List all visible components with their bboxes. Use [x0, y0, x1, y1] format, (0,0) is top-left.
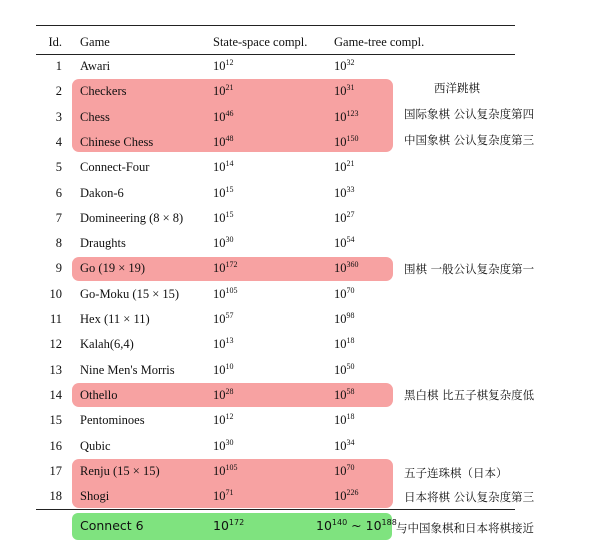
row-game: Qubic: [80, 439, 111, 453]
row-id: 5: [55, 160, 62, 174]
table-top-rule: [36, 25, 515, 26]
state-space-base: 10: [213, 261, 226, 275]
state-space-exponent: 13: [225, 336, 234, 345]
state-space-exponent: 172: [225, 260, 238, 269]
state-space-exponent: 105: [225, 286, 238, 295]
game-tree-base: 10: [334, 135, 347, 149]
table-bottom-rule: [36, 509, 515, 510]
connect6-gt-low-exp: 140: [331, 518, 348, 527]
row-id: 15: [49, 413, 62, 427]
state-space-base: 10: [213, 160, 226, 174]
note-shogi: 日本将棋 公认复杂度第三: [404, 490, 535, 504]
state-space-exponent: 28: [225, 387, 234, 396]
row-state-space: [213, 58, 234, 74]
state-space-base: 10: [213, 186, 226, 200]
row-game-tree: [334, 387, 355, 403]
game-tree-exponent: 70: [346, 463, 355, 472]
state-space-base: 10: [213, 464, 226, 478]
connect6-ss-base: 10: [213, 518, 229, 533]
state-space-exponent: 57: [225, 311, 234, 320]
state-space-exponent: 46: [225, 109, 234, 118]
game-tree-exponent: 150: [346, 134, 359, 143]
row-id: 2: [55, 84, 62, 98]
row-game: Renju (15 × 15): [80, 464, 160, 478]
row-id: 11: [49, 312, 62, 326]
row-state-space: [213, 438, 234, 454]
game-tree-exponent: 123: [346, 109, 359, 118]
game-tree-exponent: 33: [346, 185, 355, 194]
state-space-base: 10: [213, 59, 226, 73]
game-tree-exponent: 98: [346, 311, 355, 320]
state-space-exponent: 71: [225, 488, 234, 497]
state-space-base: 10: [213, 135, 226, 149]
row-id: 6: [55, 186, 62, 200]
state-space-exponent: 15: [225, 210, 234, 219]
state-space-base: 10: [213, 211, 226, 225]
connect6-ss-exp: 172: [228, 518, 245, 527]
game-tree-base: 10: [334, 287, 347, 301]
state-space-base: 10: [213, 489, 226, 503]
row-state-space: [213, 412, 234, 428]
row-game-tree: [334, 159, 355, 175]
row-id: 9: [55, 261, 62, 275]
row-state-space: [213, 159, 234, 175]
game-tree-base: 10: [334, 413, 347, 427]
game-tree-base: 10: [334, 160, 347, 174]
row-game: Checkers: [80, 84, 127, 98]
row-game-tree: [334, 286, 355, 302]
row-game-tree: [334, 488, 359, 504]
state-space-exponent: 14: [225, 159, 234, 168]
row-game: Go (19 × 19): [80, 261, 146, 275]
state-space-base: 10: [213, 84, 226, 98]
state-space-base: 10: [213, 312, 226, 326]
row-state-space: [213, 260, 238, 276]
game-tree-exponent: 31: [346, 83, 355, 92]
state-space-exponent: 12: [225, 412, 234, 421]
game-tree-base: 10: [334, 312, 347, 326]
game-tree-exponent: 27: [346, 210, 355, 219]
row-id: 1: [55, 59, 62, 73]
row-game: Domineering (8 × 8): [80, 211, 184, 225]
row-game: Chinese Chess: [80, 135, 154, 149]
row-state-space: [213, 109, 234, 125]
header-rule: [36, 54, 515, 55]
game-tree-base: 10: [334, 110, 347, 124]
state-space-exponent: 12: [225, 58, 234, 67]
note-chinese-chess: 中国象棋 公认复杂度第三: [404, 133, 535, 147]
game-tree-base: 10: [334, 186, 347, 200]
row-game-tree: [334, 362, 355, 378]
game-tree-exponent: 54: [346, 235, 355, 244]
connect6-state-space: [213, 518, 244, 534]
row-id: 8: [55, 236, 62, 250]
row-game: Kalah(6,4): [80, 337, 134, 351]
row-game-tree: [334, 463, 355, 479]
row-game: Dakon-6: [80, 186, 124, 200]
state-space-base: 10: [213, 439, 226, 453]
state-space-base: 10: [213, 110, 226, 124]
row-state-space: [213, 185, 234, 201]
row-state-space: [213, 463, 238, 479]
connect6-gt-high-base: 10: [365, 518, 382, 533]
game-tree-base: 10: [334, 363, 347, 377]
game-tree-exponent: 21: [346, 159, 355, 168]
game-tree-base: 10: [334, 211, 347, 225]
row-game-tree: [334, 412, 355, 428]
row-game: Nine Men's Morris: [80, 363, 175, 377]
row-game-tree: [334, 311, 355, 327]
row-game-tree: [334, 83, 355, 99]
game-tree-base: 10: [334, 261, 347, 275]
row-id: 17: [49, 464, 62, 478]
row-game: Connect-Four: [80, 160, 150, 174]
state-space-exponent: 48: [225, 134, 234, 143]
game-tree-exponent: 18: [346, 412, 355, 421]
row-id: 3: [55, 110, 62, 124]
connect6-gt-low-base: 10: [316, 518, 332, 533]
state-space-exponent: 15: [225, 185, 234, 194]
row-game: Hex (11 × 11): [80, 312, 150, 326]
state-space-exponent: 10: [225, 362, 234, 371]
row-game: Pentominoes: [80, 413, 145, 427]
connect6-gt-high-exp: 188: [381, 518, 397, 527]
state-space-exponent: 30: [225, 438, 234, 447]
state-space-base: 10: [213, 363, 226, 377]
note-checkers: 西洋跳棋: [434, 81, 480, 95]
row-game-tree: [334, 260, 359, 276]
header-id: Id.: [48, 35, 62, 49]
row-state-space: [213, 83, 234, 99]
game-tree-base: 10: [334, 439, 347, 453]
state-space-base: 10: [213, 236, 226, 250]
row-state-space: [213, 235, 234, 251]
row-game-tree: [334, 438, 355, 454]
note-go: 围棋 一般公认复杂度第一: [404, 262, 535, 276]
header-state-space: State-space compl.: [213, 35, 308, 49]
game-tree-base: 10: [334, 489, 347, 503]
row-game-tree: [334, 134, 359, 150]
state-space-base: 10: [213, 388, 226, 402]
row-game: Go-Moku (15 × 15): [80, 287, 180, 301]
row-id: 7: [55, 211, 62, 225]
connect6-tilde: ~: [351, 518, 362, 533]
game-tree-exponent: 226: [346, 488, 359, 497]
game-tree-exponent: 58: [346, 387, 355, 396]
row-game-tree: [334, 235, 355, 251]
row-game: Draughts: [80, 236, 126, 250]
game-tree-exponent: 34: [346, 438, 355, 447]
game-tree-base: 10: [334, 464, 347, 478]
note-renju: 五子连珠棋（日本）: [404, 466, 508, 480]
row-game: Chess: [80, 110, 110, 124]
state-space-base: 10: [213, 287, 226, 301]
row-state-space: [213, 311, 234, 327]
row-state-space: [213, 134, 234, 150]
row-state-space: [213, 210, 234, 226]
game-tree-exponent: 18: [346, 336, 355, 345]
row-state-space: [213, 488, 234, 504]
row-state-space: [213, 362, 234, 378]
row-id: 16: [49, 439, 62, 453]
row-game-tree: [334, 185, 355, 201]
row-state-space: [213, 286, 238, 302]
row-id: 10: [49, 287, 62, 301]
row-state-space: [213, 336, 234, 352]
game-tree-base: 10: [334, 84, 347, 98]
row-game-tree: [334, 336, 355, 352]
game-tree-exponent: 70: [346, 286, 355, 295]
row-game: Shogi: [80, 489, 110, 503]
state-space-exponent: 30: [225, 235, 234, 244]
game-tree-base: 10: [334, 59, 347, 73]
state-space-base: 10: [213, 413, 226, 427]
note-connect6: 与中国象棋和日本将棋接近: [396, 521, 534, 535]
state-space-exponent: 21: [225, 83, 234, 92]
note-othello: 黑白棋 比五子棋复杂度低: [404, 388, 535, 402]
game-tree-base: 10: [334, 337, 347, 351]
row-game-tree: [334, 210, 355, 226]
row-id: 12: [49, 337, 62, 351]
row-game-tree: [334, 58, 355, 74]
row-id: 18: [49, 489, 62, 503]
state-space-base: 10: [213, 337, 226, 351]
row-game: Awari: [80, 59, 111, 73]
game-tree-base: 10: [334, 388, 347, 402]
game-tree-exponent: 360: [346, 260, 359, 269]
game-tree-base: 10: [334, 236, 347, 250]
connect6-game: Connect 6: [80, 518, 144, 533]
note-chess: 国际象棋 公认复杂度第四: [404, 107, 535, 121]
row-game-tree: [334, 109, 359, 125]
row-id: 14: [49, 388, 62, 402]
header-game: Game: [80, 35, 110, 49]
state-space-exponent: 105: [225, 463, 238, 472]
row-state-space: [213, 387, 234, 403]
row-id: 13: [49, 363, 62, 377]
header-game-tree: Game-tree compl.: [334, 35, 425, 49]
connect6-game-tree: [316, 518, 397, 534]
row-id: 4: [55, 135, 62, 149]
row-game: Othello: [80, 388, 118, 402]
game-tree-exponent: 50: [346, 362, 355, 371]
game-tree-exponent: 32: [346, 58, 355, 67]
